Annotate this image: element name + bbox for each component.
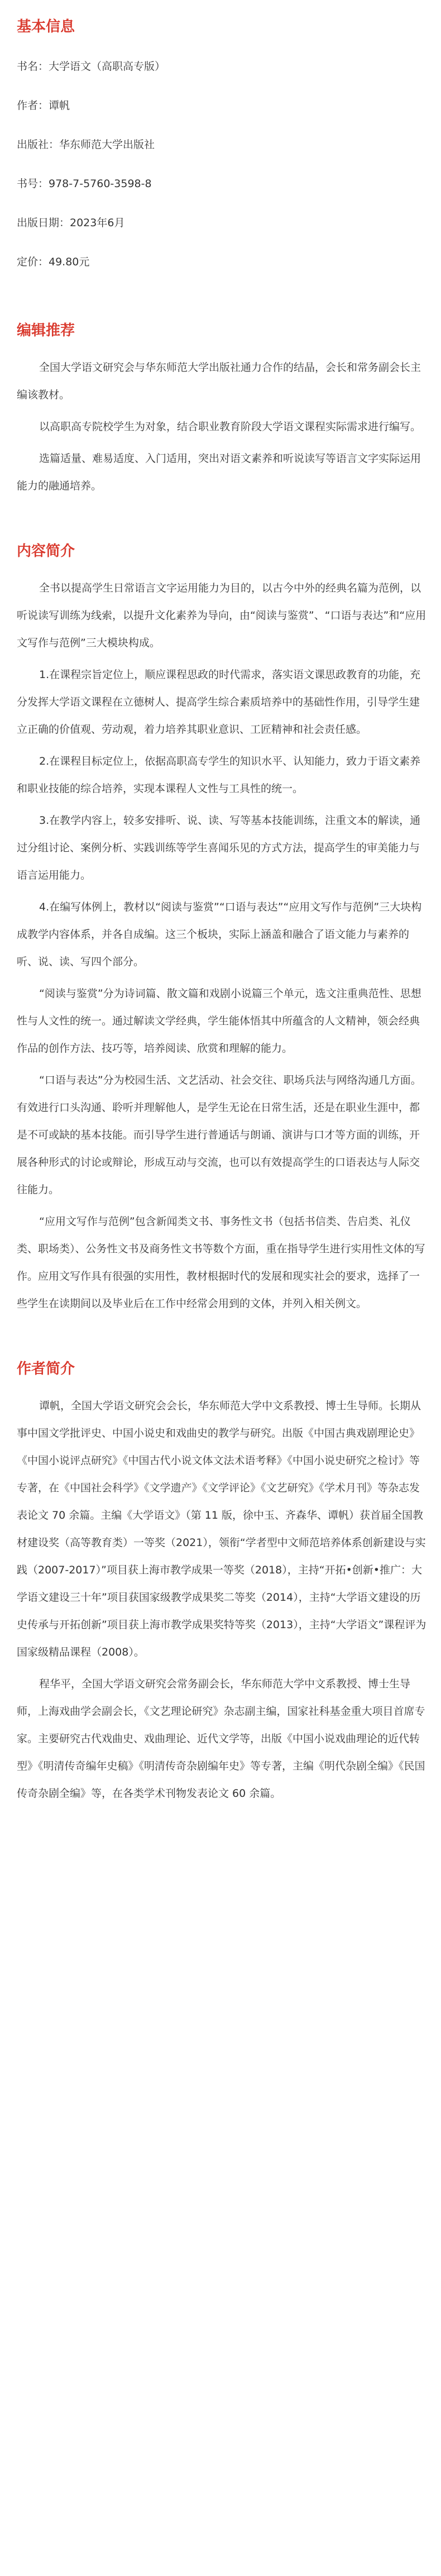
info-isbn: 书号：978-7-5760-3598-8 [17,178,152,190]
info-author: 作者：谭帆 [17,99,70,112]
summary-paragraph: 3.在教学内容上，较多安排听、说、读、写等基本技能训练，注重文本的解读，通过分组讨论、案例分析、实践训练等学生喜闻乐见的方式方法，提高学生的审美能力与语言运用能力。 [17,814,421,881]
summary-section [17,540,430,1318]
section-spacer [17,500,430,540]
section-spacer [17,293,430,319]
summary-paragraph: “阅读与鉴赏”分为诗词篇、散文篇和戏剧小说篇三个单元，选文注重典范性、思想性与人文性的统一。通过解读文学经典，学生能体悟其中所蕴含的人文精神，领会经典作品的创作方法、技巧等，培养阅读、欣赏和理解的能力。 [17,988,421,1055]
basic-info-section [17,16,430,270]
summary-paragraph: 4.在编写体例上，教材以“阅读与鉴赏”“口语与表达”“应用文写作与范例”三大块构成教学内容体系，并各自成编。这三个板块，实际上涵盖和融合了语文能力与素养的听、说、读、写四个部分。 [17,901,422,968]
recommend-section [17,319,430,500]
summary-paragraph: “口语与表达”分为校园生活、文艺活动、社会交往、职场兵法与网络沟通几方面。有效进行口头沟通、聆听并理解他人，是学生无论在日常生活，还是在职业生涯中，都是不可或缺的基本技能。而引导学生进行普通话与朗诵、演讲与口才等方面的训练，开展各种形式的讨论或辩论，形成互动与交流，也可以有效提高学生的口语表达与人际交往能力。 [17,1074,421,1196]
info-price: 定价：49.80元 [17,256,90,268]
recommend-paragraph: 以高职高专院校学生为对象，结合职业教育阶段大学语文课程实际需求进行编写。 [39,421,421,433]
info-publisher: 出版社：华东师范大学出版社 [17,139,155,151]
summary-paragraph: 1.在课程宗旨定位上，顺应课程思政的时代需求，落实语文课思政教育的功能，充分发挥大学语文课程在立德树人、提高学生综合素质培养中的基础性作用，引导学生建立正确的价值观、劳动观，着力培养其职业意识、工匠精神和社会责任感。 [17,669,421,736]
section-spacer [17,1318,430,1358]
basic-info-title: 基本信息 [17,18,75,35]
author-paragraph: 程华平，全国大学语文研究会常务副会长，华东师范大学中文系教授、博士生导师，上海戏曲学会副会长，《文艺理论研究》杂志副主编，国家社科基金重大项目首席专家。主要研究古代戏曲史、戏曲理论、近代文学等，出版《中国小说戏曲理论的近代转型》《明清传奇编年史稿》《明清传奇杂剧编年史》等专著，主编《明代杂剧全编》《民国传奇杂剧全编》等，在各类学术刊物发表论文 60 余篇。 [17,1678,425,1800]
recommend-paragraph: 全国大学语文研究会与华东师范大学出版社通力合作的结晶，会长和常务副会长主编该教材。 [17,361,421,401]
info-book-name: 书名：大学语文（高职高专版） [17,60,166,73]
author-title: 作者简介 [17,1361,75,1377]
summary-paragraph: 全书以提高学生日常语言文字运用能力为目的，以古今中外的经典名篇为范例，以听说读写训练为线索，以提升文化素养为导向，由“阅读与鉴赏”、“口语与表达”和“应用文写作与范例”三大模块构成。 [17,582,426,649]
summary-title: 内容简介 [17,543,75,560]
author-section [17,1358,430,1807]
info-publish-date: 出版日期：2023年6月 [17,217,125,229]
summary-paragraph: 2.在课程目标定位上，依据高职高专学生的知识水平、认知能力，致力于语文素养和职业技能的综合培养，实现本课程人文性与工具性的统一。 [17,755,421,795]
recommend-paragraph: 选篇适量、难易适度、入门适用，突出对语文素养和听说读写等语言文字实际运用能力的融通培养。 [17,452,421,492]
author-paragraph: 谭帆，全国大学语文研究会会长，华东师范大学中文系教授、博士生导师。长期从事中国文学批评史、中国小说史和戏曲史的教学与研究。出版《中国古典戏剧理论史》《中国小说评点研究》《中国古代小说文体文法术语考释》《中国小说史研究之检讨》等专著，在《中国社会科学》《文学遗产》《文学评论》《文艺研究》《学术月刊》等杂志发表论文 70 余篇。主编《大学语文》（第 11 版，徐中玉、齐森华、谭帆）获首届全国教材建设奖（高等教育类）一等奖（2021），领衔“学者型中文师范培养体系创新建设与实践（2007-2017）”项目获上海市教学成果一等奖（2018），主持“开拓•创新•推广：大学语文建设三十年”项目获国家级教学成果奖二等奖（2014），主持“大学语文建设的历史传承与开拓创新”项目获上海市教学成果奖特等奖（2013），主持“大学语文”课程评为国家级精品课程（2008）。 [17,1400,426,1658]
summary-paragraph: “应用文写作与范例”包含新闻类文书、事务性文书（包括书信类、告启类、礼仪类、职场类）、公务性文书及商务性文书等数个方面，重在指导学生进行实用性文体的写作。应用文写作具有很强的实用性，教材根据时代的发展和现实社会的要求，选择了一些学生在读期间以及毕业后在工作中经常会用到的文体，并列入相关例文。 [17,1215,425,1310]
recommend-title: 编辑推荐 [17,322,75,339]
